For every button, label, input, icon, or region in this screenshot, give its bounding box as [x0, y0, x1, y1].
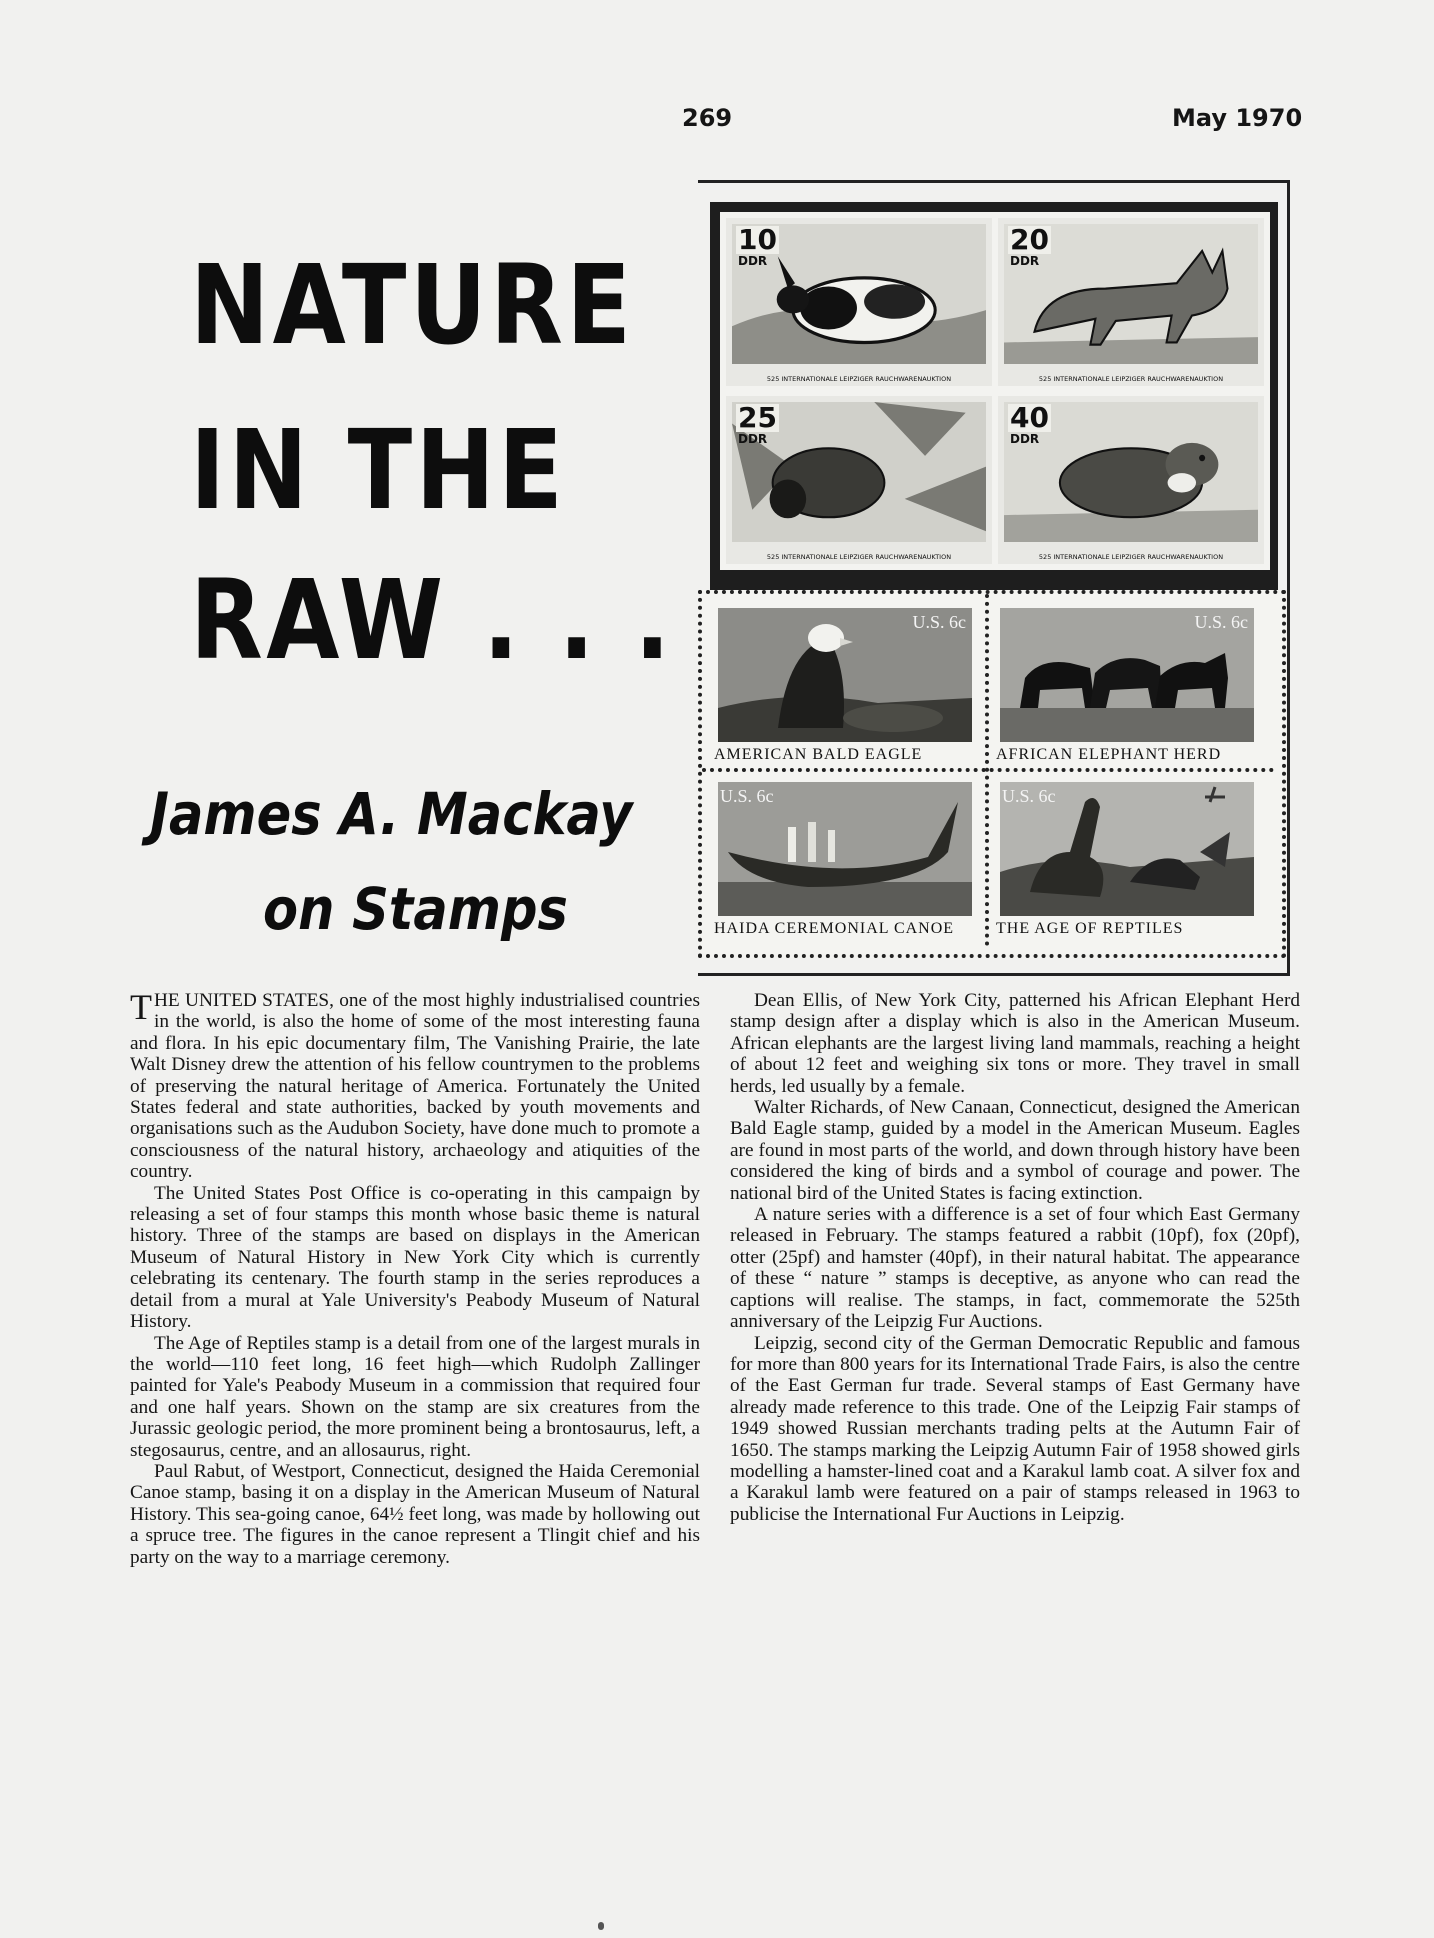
stamp-caption: 525 INTERNATIONALE LEIPZIGER RAUCHWARENAUKTION	[766, 553, 952, 561]
stamp-caption: THE AGE OF REPTILES	[996, 920, 1184, 937]
page-mark	[598, 1922, 604, 1930]
stamp-value: 25	[738, 401, 777, 434]
stamp-country: DDR	[1010, 432, 1040, 446]
stamp-value: 10	[738, 223, 777, 256]
paragraph	[130, 987, 700, 1183]
us-stamp-reptiles	[992, 774, 1262, 944]
paragraph: Paul Rabut, of Westport, Connecticut, designed the Haida Ceremonial Canoe stamp, basing it on a display in the American Museum of Natural History. This sea-going canoe, 64½ feet long, was made by hollowing out a spruce tree. The figures in the canoe represent a Tlingit chief and his party on the way to a marriage ceremony.	[130, 1460, 700, 1568]
stamp-value: 20	[1010, 223, 1049, 256]
ddr-stamp-otter	[720, 390, 998, 570]
stamp-caption: AFRICAN ELEPHANT HERD	[996, 746, 1222, 763]
stamp-value: U.S. 6c	[912, 612, 966, 632]
ddr-stamp-fox	[992, 212, 1270, 392]
stamp-value: U.S. 6c	[720, 786, 774, 806]
stamp-country: DDR	[738, 254, 768, 268]
us-stamp-eagle	[710, 600, 980, 770]
stamp-caption: HAIDA CEREMONIAL CANOE	[714, 920, 955, 937]
us-stamp-canoe	[710, 774, 980, 944]
stamp-value: 40	[1010, 401, 1049, 434]
stamp-caption: 525 INTERNATIONALE LEIPZIGER RAUCHWARENAUKTION	[1038, 375, 1224, 383]
us-stamp-block	[698, 590, 1286, 958]
drop-cap: T	[130, 987, 152, 1027]
title-line: RAW . . .	[190, 556, 674, 684]
page-number: 269	[682, 104, 733, 132]
stamp-caption: AMERICAN BALD EAGLE	[714, 746, 923, 763]
frame-border	[698, 973, 1290, 976]
paragraph-text: HE UNITED STATES, one of the most highly industrialised countries in the world, is also the home of some of the most interesting fauna and flora. In his epic documentary film, The Vanishing Prairie, the late Walt Disney drew the attention of his fellow countrymen to the problems of preserving the natural heritage of America. Fortunately the United States federal and state authorities, backed by youth movements and organisations such as the Audubon Society, have done much to promote a consciousness of the natural history, archaeology and atiquities of the country.	[130, 990, 700, 1183]
frame-border	[1287, 180, 1290, 976]
stamp-caption: 525 INTERNATIONALE LEIPZIGER RAUCHWARENAUKTION	[766, 375, 952, 383]
us-stamp-elephant	[992, 600, 1262, 770]
stamp-illustration	[698, 180, 1290, 976]
title-line: IN THE	[190, 406, 567, 534]
stamp-value: U.S. 6c	[1002, 786, 1056, 806]
paragraph: The United States Post Office is co-operating in this campaign by releasing a set of four stamps this month whose basic theme is natural history. Three of the stamps are based on displays in the American Museum of Natural History in New York City which is currently celebrating its centenary. The fourth stamp in the series reproduces a detail from a mural at Yale University's Peabody Museum of Natural History.	[130, 1182, 700, 1333]
article-column-right	[730, 990, 1300, 1525]
byline-author: James A. Mackay	[150, 780, 633, 848]
frame-border	[698, 180, 1290, 183]
stamp-value: U.S. 6c	[1194, 612, 1248, 632]
paragraph: Walter Richards, of New Canaan, Connecticut, designed the American Bald Eagle stamp, guided by a model in the American Museum. Eagles are found in most parts of the world, and down through history have been considered the king of birds and a symbol of courage and power. The national bird of the United States is facing extinction.	[730, 1097, 1300, 1204]
article-column-left	[130, 987, 700, 1568]
ddr-stamp-hamster	[992, 390, 1270, 570]
issue-date: May 1970	[1172, 104, 1303, 132]
paragraph: The Age of Reptiles stamp is a detail from one of the largest murals in the world—110 feet long, 16 feet high—which Rudolph Zallinger painted for Yale's Peabody Museum in a commission that required four and one half years. Shown on the stamp are six creatures from the Jurassic geologic period, the more prominent being a brontosaurus, left, a stegosaurus, centre, and an allosaurus, right.	[130, 1332, 700, 1461]
stamp-caption: 525 INTERNATIONALE LEIPZIGER RAUCHWARENAUKTION	[1038, 553, 1224, 561]
ddr-stamp-rabbit	[720, 212, 998, 392]
title-line: NATURE	[190, 241, 635, 369]
stamp-country: DDR	[738, 432, 768, 446]
byline-subtitle: on Stamps	[263, 875, 568, 943]
paragraph: Dean Ellis, of New York City, patterned his African Elephant Herd stamp design after a display which is also in the American Museum. African elephants are the largest living land mammals, reaching a height of about 12 feet and weighing six tons or more. They travel in small herds, led usually by a female.	[730, 990, 1300, 1097]
paragraph: A nature series with a difference is a set of four which East Germany released in February. The stamps featured a rabbit (10pf), fox (20pf), otter (25pf) and hamster (40pf), in their natural habitat. The appearance of these “ nature ” stamps is deceptive, as anyone who can read the captions will realise. The stamps, in fact, commemorate the 525th anniversary of the Leipzig Fur Auctions.	[730, 1204, 1300, 1333]
paragraph: Leipzig, second city of the German Democratic Republic and famous for more than 800 years for its International Trade Fairs, is also the centre of the East German fur trade. Several stamps of East Germany have already made reference to this trade. One of the Leipzig Fair stamps of 1949 showed Russian merchants trading pelts at the Autumn Fair of 1650. The stamps marking the Leipzig Autumn Fair of 1958 showed girls modelling a hamster-lined coat and a Karakul lamb coat. A silver fox and a Karakul lamb were featured on a pair of stamps released in 1963 to publicise the International Fur Auctions in Leipzig.	[730, 1332, 1300, 1525]
stamp-country: DDR	[1010, 254, 1040, 268]
